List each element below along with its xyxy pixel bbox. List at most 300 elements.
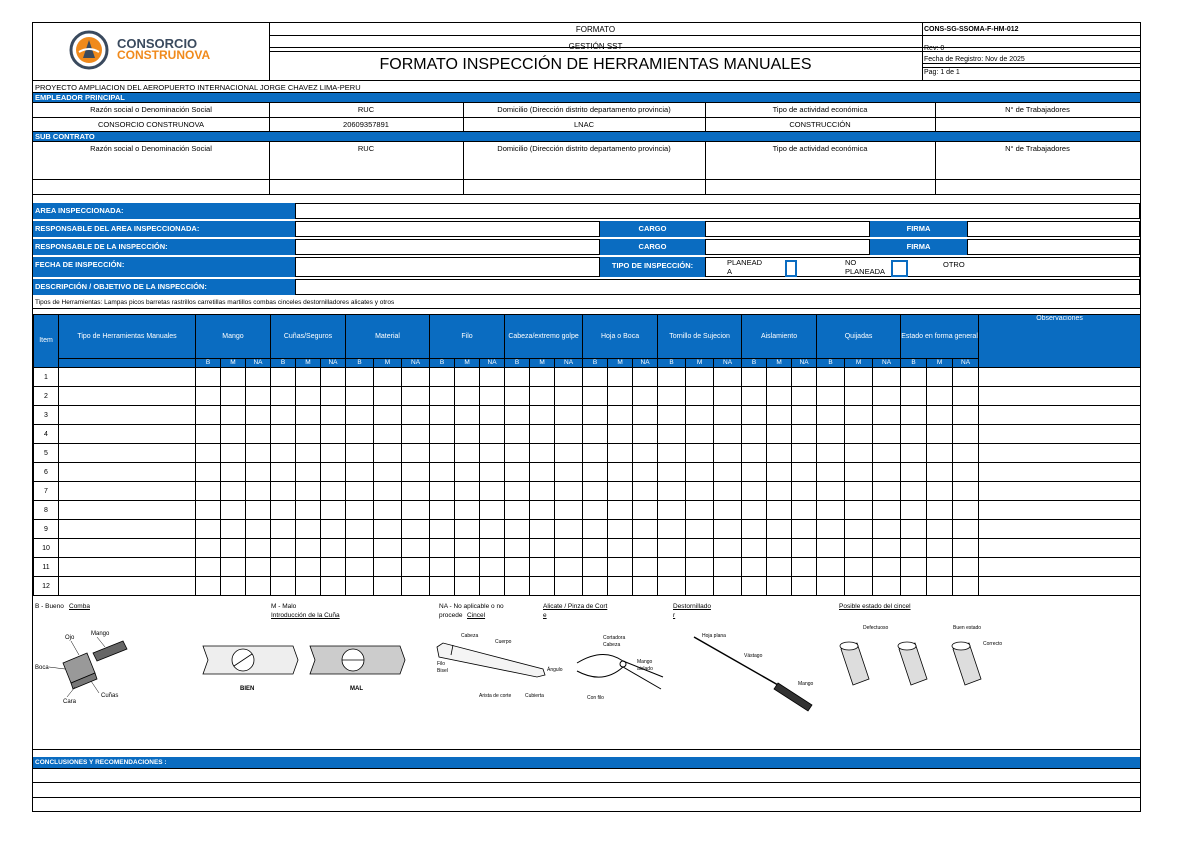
check-cell[interactable] bbox=[246, 387, 271, 406]
check-cell[interactable] bbox=[246, 501, 271, 520]
tool-type-cell[interactable] bbox=[59, 577, 196, 596]
check-cell[interactable] bbox=[346, 463, 374, 482]
check-cell[interactable] bbox=[296, 368, 321, 387]
check-cell[interactable] bbox=[608, 520, 633, 539]
check-cell[interactable] bbox=[321, 368, 346, 387]
check-cell[interactable] bbox=[792, 539, 817, 558]
check-cell[interactable] bbox=[321, 425, 346, 444]
check-cell[interactable] bbox=[792, 387, 817, 406]
check-cell[interactable] bbox=[455, 482, 480, 501]
check-cell[interactable] bbox=[321, 520, 346, 539]
check-cell[interactable] bbox=[402, 368, 430, 387]
check-cell[interactable] bbox=[455, 558, 480, 577]
check-cell[interactable] bbox=[505, 463, 530, 482]
check-cell[interactable] bbox=[767, 444, 792, 463]
check-cell[interactable] bbox=[530, 387, 555, 406]
area-inspeccionada-input[interactable] bbox=[295, 203, 1140, 219]
check-cell[interactable] bbox=[714, 577, 742, 596]
check-cell[interactable] bbox=[430, 368, 455, 387]
tool-type-cell[interactable] bbox=[59, 425, 196, 444]
check-cell[interactable] bbox=[321, 539, 346, 558]
check-cell[interactable] bbox=[901, 406, 927, 425]
check-cell[interactable] bbox=[873, 577, 901, 596]
check-cell[interactable] bbox=[402, 387, 430, 406]
check-cell[interactable] bbox=[221, 444, 246, 463]
check-cell[interactable] bbox=[555, 368, 583, 387]
check-cell[interactable] bbox=[583, 539, 608, 558]
check-cell[interactable] bbox=[455, 463, 480, 482]
check-cell[interactable] bbox=[608, 444, 633, 463]
check-cell[interactable] bbox=[792, 368, 817, 387]
check-cell[interactable] bbox=[221, 425, 246, 444]
observaciones-cell[interactable] bbox=[979, 501, 1141, 520]
tool-type-cell[interactable] bbox=[59, 444, 196, 463]
check-cell[interactable] bbox=[455, 539, 480, 558]
observaciones-cell[interactable] bbox=[979, 425, 1141, 444]
check-cell[interactable] bbox=[686, 406, 714, 425]
check-cell[interactable] bbox=[296, 520, 321, 539]
check-cell[interactable] bbox=[901, 577, 927, 596]
check-cell[interactable] bbox=[901, 558, 927, 577]
check-cell[interactable] bbox=[658, 482, 686, 501]
check-cell[interactable] bbox=[196, 387, 221, 406]
check-cell[interactable] bbox=[817, 368, 845, 387]
check-cell[interactable] bbox=[505, 558, 530, 577]
check-cell[interactable] bbox=[374, 463, 402, 482]
check-cell[interactable] bbox=[530, 368, 555, 387]
check-cell[interactable] bbox=[346, 501, 374, 520]
check-cell[interactable] bbox=[927, 463, 953, 482]
check-cell[interactable] bbox=[455, 501, 480, 520]
check-cell[interactable] bbox=[555, 463, 583, 482]
check-cell[interactable] bbox=[430, 463, 455, 482]
tool-type-cell[interactable] bbox=[59, 520, 196, 539]
check-cell[interactable] bbox=[953, 539, 979, 558]
check-cell[interactable] bbox=[346, 406, 374, 425]
check-cell[interactable] bbox=[374, 368, 402, 387]
check-cell[interactable] bbox=[246, 539, 271, 558]
check-cell[interactable] bbox=[714, 425, 742, 444]
check-cell[interactable] bbox=[583, 463, 608, 482]
check-cell[interactable] bbox=[792, 444, 817, 463]
check-cell[interactable] bbox=[221, 463, 246, 482]
check-cell[interactable] bbox=[901, 482, 927, 501]
check-cell[interactable] bbox=[583, 501, 608, 520]
check-cell[interactable] bbox=[430, 520, 455, 539]
firma-input-2[interactable] bbox=[967, 239, 1140, 255]
check-cell[interactable] bbox=[455, 444, 480, 463]
check-cell[interactable] bbox=[455, 577, 480, 596]
check-cell[interactable] bbox=[608, 558, 633, 577]
check-cell[interactable] bbox=[346, 425, 374, 444]
check-cell[interactable] bbox=[901, 387, 927, 406]
check-cell[interactable] bbox=[505, 444, 530, 463]
check-cell[interactable] bbox=[374, 558, 402, 577]
check-cell[interactable] bbox=[583, 558, 608, 577]
check-cell[interactable] bbox=[455, 425, 480, 444]
check-cell[interactable] bbox=[873, 558, 901, 577]
check-cell[interactable] bbox=[817, 577, 845, 596]
check-cell[interactable] bbox=[221, 539, 246, 558]
check-cell[interactable] bbox=[402, 577, 430, 596]
observaciones-cell[interactable] bbox=[979, 539, 1141, 558]
check-cell[interactable] bbox=[742, 482, 767, 501]
check-cell[interactable] bbox=[901, 520, 927, 539]
check-cell[interactable] bbox=[296, 501, 321, 520]
check-cell[interactable] bbox=[505, 577, 530, 596]
check-cell[interactable] bbox=[714, 482, 742, 501]
check-cell[interactable] bbox=[953, 425, 979, 444]
subcontrato-razon-input[interactable] bbox=[33, 180, 269, 194]
check-cell[interactable] bbox=[633, 558, 658, 577]
check-cell[interactable] bbox=[714, 520, 742, 539]
check-cell[interactable] bbox=[873, 463, 901, 482]
tool-type-cell[interactable] bbox=[59, 406, 196, 425]
check-cell[interactable] bbox=[374, 482, 402, 501]
check-cell[interactable] bbox=[633, 444, 658, 463]
conclusiones-line-2[interactable] bbox=[33, 784, 1140, 798]
check-cell[interactable] bbox=[767, 558, 792, 577]
check-cell[interactable] bbox=[271, 406, 296, 425]
check-cell[interactable] bbox=[792, 406, 817, 425]
check-cell[interactable] bbox=[583, 482, 608, 501]
check-cell[interactable] bbox=[817, 501, 845, 520]
check-cell[interactable] bbox=[271, 463, 296, 482]
check-cell[interactable] bbox=[845, 501, 873, 520]
tool-type-cell[interactable] bbox=[59, 501, 196, 520]
check-cell[interactable] bbox=[455, 368, 480, 387]
check-cell[interactable] bbox=[633, 425, 658, 444]
check-cell[interactable] bbox=[953, 406, 979, 425]
check-cell[interactable] bbox=[953, 520, 979, 539]
check-cell[interactable] bbox=[658, 387, 686, 406]
check-cell[interactable] bbox=[845, 444, 873, 463]
check-cell[interactable] bbox=[901, 444, 927, 463]
check-cell[interactable] bbox=[402, 482, 430, 501]
check-cell[interactable] bbox=[271, 368, 296, 387]
check-cell[interactable] bbox=[658, 501, 686, 520]
check-cell[interactable] bbox=[583, 520, 608, 539]
responsable-area-input[interactable] bbox=[295, 221, 600, 237]
check-cell[interactable] bbox=[246, 463, 271, 482]
tool-type-cell[interactable] bbox=[59, 558, 196, 577]
check-cell[interactable] bbox=[714, 406, 742, 425]
check-cell[interactable] bbox=[608, 482, 633, 501]
check-cell[interactable] bbox=[480, 387, 505, 406]
check-cell[interactable] bbox=[583, 387, 608, 406]
check-cell[interactable] bbox=[927, 482, 953, 501]
check-cell[interactable] bbox=[845, 368, 873, 387]
check-cell[interactable] bbox=[321, 463, 346, 482]
check-cell[interactable] bbox=[686, 558, 714, 577]
check-cell[interactable] bbox=[817, 463, 845, 482]
check-cell[interactable] bbox=[555, 425, 583, 444]
tool-type-cell[interactable] bbox=[59, 482, 196, 501]
check-cell[interactable] bbox=[658, 558, 686, 577]
tool-type-cell[interactable] bbox=[59, 387, 196, 406]
subcontrato-domicilio-input[interactable] bbox=[464, 180, 705, 194]
subcontrato-trabajadores-input[interactable] bbox=[936, 180, 1140, 194]
check-cell[interactable] bbox=[346, 444, 374, 463]
check-cell[interactable] bbox=[817, 520, 845, 539]
check-cell[interactable] bbox=[480, 577, 505, 596]
check-cell[interactable] bbox=[845, 406, 873, 425]
check-cell[interactable] bbox=[321, 387, 346, 406]
observaciones-cell[interactable] bbox=[979, 387, 1141, 406]
descripcion-input[interactable] bbox=[295, 279, 1140, 295]
check-cell[interactable] bbox=[953, 387, 979, 406]
check-cell[interactable] bbox=[480, 501, 505, 520]
check-cell[interactable] bbox=[742, 368, 767, 387]
check-cell[interactable] bbox=[927, 425, 953, 444]
check-cell[interactable] bbox=[873, 444, 901, 463]
check-cell[interactable] bbox=[321, 406, 346, 425]
check-cell[interactable] bbox=[402, 463, 430, 482]
check-cell[interactable] bbox=[321, 501, 346, 520]
check-cell[interactable] bbox=[583, 406, 608, 425]
check-cell[interactable] bbox=[767, 368, 792, 387]
check-cell[interactable] bbox=[901, 539, 927, 558]
check-cell[interactable] bbox=[742, 406, 767, 425]
check-cell[interactable] bbox=[714, 463, 742, 482]
check-cell[interactable] bbox=[767, 577, 792, 596]
check-cell[interactable] bbox=[927, 558, 953, 577]
check-cell[interactable] bbox=[817, 539, 845, 558]
check-cell[interactable] bbox=[346, 558, 374, 577]
check-cell[interactable] bbox=[608, 539, 633, 558]
check-cell[interactable] bbox=[374, 425, 402, 444]
check-cell[interactable] bbox=[530, 539, 555, 558]
check-cell[interactable] bbox=[480, 482, 505, 501]
check-cell[interactable] bbox=[246, 577, 271, 596]
check-cell[interactable] bbox=[927, 444, 953, 463]
check-cell[interactable] bbox=[873, 406, 901, 425]
check-cell[interactable] bbox=[346, 482, 374, 501]
check-cell[interactable] bbox=[555, 501, 583, 520]
observaciones-cell[interactable] bbox=[979, 406, 1141, 425]
tool-type-cell[interactable] bbox=[59, 539, 196, 558]
check-cell[interactable] bbox=[530, 482, 555, 501]
check-cell[interactable] bbox=[346, 368, 374, 387]
check-cell[interactable] bbox=[927, 501, 953, 520]
check-cell[interactable] bbox=[845, 425, 873, 444]
check-cell[interactable] bbox=[555, 387, 583, 406]
check-cell[interactable] bbox=[742, 520, 767, 539]
check-cell[interactable] bbox=[873, 368, 901, 387]
check-cell[interactable] bbox=[633, 387, 658, 406]
check-cell[interactable] bbox=[296, 406, 321, 425]
check-cell[interactable] bbox=[845, 577, 873, 596]
check-cell[interactable] bbox=[658, 539, 686, 558]
check-cell[interactable] bbox=[555, 577, 583, 596]
check-cell[interactable] bbox=[480, 406, 505, 425]
check-cell[interactable] bbox=[530, 463, 555, 482]
check-cell[interactable] bbox=[246, 558, 271, 577]
check-cell[interactable] bbox=[271, 501, 296, 520]
check-cell[interactable] bbox=[792, 463, 817, 482]
check-cell[interactable] bbox=[633, 368, 658, 387]
check-cell[interactable] bbox=[196, 482, 221, 501]
check-cell[interactable] bbox=[927, 539, 953, 558]
check-cell[interactable] bbox=[346, 387, 374, 406]
check-cell[interactable] bbox=[505, 387, 530, 406]
check-cell[interactable] bbox=[583, 577, 608, 596]
check-cell[interactable] bbox=[927, 520, 953, 539]
check-cell[interactable] bbox=[402, 558, 430, 577]
check-cell[interactable] bbox=[246, 425, 271, 444]
check-cell[interactable] bbox=[686, 444, 714, 463]
check-cell[interactable] bbox=[246, 406, 271, 425]
check-cell[interactable] bbox=[792, 558, 817, 577]
check-cell[interactable] bbox=[742, 577, 767, 596]
check-cell[interactable] bbox=[555, 444, 583, 463]
check-cell[interactable] bbox=[402, 520, 430, 539]
check-cell[interactable] bbox=[742, 539, 767, 558]
check-cell[interactable] bbox=[346, 520, 374, 539]
check-cell[interactable] bbox=[767, 463, 792, 482]
no-planeada-checkbox[interactable] bbox=[891, 260, 908, 277]
check-cell[interactable] bbox=[633, 577, 658, 596]
check-cell[interactable] bbox=[374, 406, 402, 425]
check-cell[interactable] bbox=[953, 577, 979, 596]
check-cell[interactable] bbox=[742, 425, 767, 444]
check-cell[interactable] bbox=[221, 368, 246, 387]
check-cell[interactable] bbox=[430, 387, 455, 406]
check-cell[interactable] bbox=[374, 520, 402, 539]
check-cell[interactable] bbox=[686, 425, 714, 444]
check-cell[interactable] bbox=[346, 577, 374, 596]
check-cell[interactable] bbox=[658, 368, 686, 387]
check-cell[interactable] bbox=[402, 539, 430, 558]
check-cell[interactable] bbox=[296, 577, 321, 596]
check-cell[interactable] bbox=[845, 463, 873, 482]
check-cell[interactable] bbox=[271, 539, 296, 558]
check-cell[interactable] bbox=[555, 539, 583, 558]
check-cell[interactable] bbox=[430, 444, 455, 463]
check-cell[interactable] bbox=[714, 539, 742, 558]
check-cell[interactable] bbox=[953, 444, 979, 463]
planeada-checkbox[interactable] bbox=[785, 260, 797, 277]
check-cell[interactable] bbox=[873, 520, 901, 539]
check-cell[interactable] bbox=[455, 520, 480, 539]
check-cell[interactable] bbox=[480, 463, 505, 482]
check-cell[interactable] bbox=[246, 368, 271, 387]
check-cell[interactable] bbox=[555, 406, 583, 425]
check-cell[interactable] bbox=[633, 501, 658, 520]
observaciones-cell[interactable] bbox=[979, 463, 1141, 482]
check-cell[interactable] bbox=[321, 444, 346, 463]
check-cell[interactable] bbox=[633, 520, 658, 539]
cargo-input-2[interactable] bbox=[705, 239, 870, 255]
check-cell[interactable] bbox=[767, 539, 792, 558]
check-cell[interactable] bbox=[686, 539, 714, 558]
check-cell[interactable] bbox=[658, 463, 686, 482]
check-cell[interactable] bbox=[480, 444, 505, 463]
check-cell[interactable] bbox=[430, 482, 455, 501]
check-cell[interactable] bbox=[686, 463, 714, 482]
check-cell[interactable] bbox=[296, 444, 321, 463]
tool-type-cell[interactable] bbox=[59, 463, 196, 482]
check-cell[interactable] bbox=[873, 482, 901, 501]
check-cell[interactable] bbox=[633, 463, 658, 482]
check-cell[interactable] bbox=[271, 520, 296, 539]
observaciones-cell[interactable] bbox=[979, 558, 1141, 577]
check-cell[interactable] bbox=[374, 444, 402, 463]
check-cell[interactable] bbox=[845, 520, 873, 539]
check-cell[interactable] bbox=[742, 463, 767, 482]
observaciones-cell[interactable] bbox=[979, 444, 1141, 463]
check-cell[interactable] bbox=[221, 577, 246, 596]
check-cell[interactable] bbox=[430, 406, 455, 425]
check-cell[interactable] bbox=[658, 520, 686, 539]
check-cell[interactable] bbox=[196, 501, 221, 520]
check-cell[interactable] bbox=[873, 387, 901, 406]
check-cell[interactable] bbox=[271, 387, 296, 406]
check-cell[interactable] bbox=[845, 558, 873, 577]
check-cell[interactable] bbox=[583, 444, 608, 463]
check-cell[interactable] bbox=[873, 425, 901, 444]
check-cell[interactable] bbox=[505, 368, 530, 387]
check-cell[interactable] bbox=[296, 558, 321, 577]
check-cell[interactable] bbox=[505, 482, 530, 501]
check-cell[interactable] bbox=[530, 558, 555, 577]
check-cell[interactable] bbox=[221, 558, 246, 577]
check-cell[interactable] bbox=[658, 406, 686, 425]
check-cell[interactable] bbox=[742, 501, 767, 520]
observaciones-cell[interactable] bbox=[979, 482, 1141, 501]
check-cell[interactable] bbox=[296, 482, 321, 501]
observaciones-cell[interactable] bbox=[979, 577, 1141, 596]
check-cell[interactable] bbox=[321, 558, 346, 577]
check-cell[interactable] bbox=[221, 387, 246, 406]
check-cell[interactable] bbox=[246, 520, 271, 539]
check-cell[interactable] bbox=[686, 520, 714, 539]
check-cell[interactable] bbox=[901, 501, 927, 520]
check-cell[interactable] bbox=[686, 482, 714, 501]
firma-input-1[interactable] bbox=[967, 221, 1140, 237]
check-cell[interactable] bbox=[196, 577, 221, 596]
check-cell[interactable] bbox=[246, 444, 271, 463]
check-cell[interactable] bbox=[505, 425, 530, 444]
check-cell[interactable] bbox=[633, 406, 658, 425]
check-cell[interactable] bbox=[873, 539, 901, 558]
check-cell[interactable] bbox=[505, 520, 530, 539]
check-cell[interactable] bbox=[402, 444, 430, 463]
check-cell[interactable] bbox=[196, 558, 221, 577]
check-cell[interactable] bbox=[221, 520, 246, 539]
responsable-inspeccion-input[interactable] bbox=[295, 239, 600, 255]
check-cell[interactable] bbox=[430, 539, 455, 558]
check-cell[interactable] bbox=[608, 368, 633, 387]
subcontrato-ruc-input[interactable] bbox=[270, 180, 463, 194]
check-cell[interactable] bbox=[608, 406, 633, 425]
check-cell[interactable] bbox=[953, 463, 979, 482]
check-cell[interactable] bbox=[296, 387, 321, 406]
check-cell[interactable] bbox=[530, 406, 555, 425]
check-cell[interactable] bbox=[767, 520, 792, 539]
check-cell[interactable] bbox=[714, 558, 742, 577]
check-cell[interactable] bbox=[927, 368, 953, 387]
check-cell[interactable] bbox=[196, 368, 221, 387]
check-cell[interactable] bbox=[658, 577, 686, 596]
check-cell[interactable] bbox=[686, 501, 714, 520]
check-cell[interactable] bbox=[455, 387, 480, 406]
check-cell[interactable] bbox=[221, 501, 246, 520]
check-cell[interactable] bbox=[530, 444, 555, 463]
check-cell[interactable] bbox=[196, 425, 221, 444]
check-cell[interactable] bbox=[927, 577, 953, 596]
observaciones-cell[interactable] bbox=[979, 520, 1141, 539]
